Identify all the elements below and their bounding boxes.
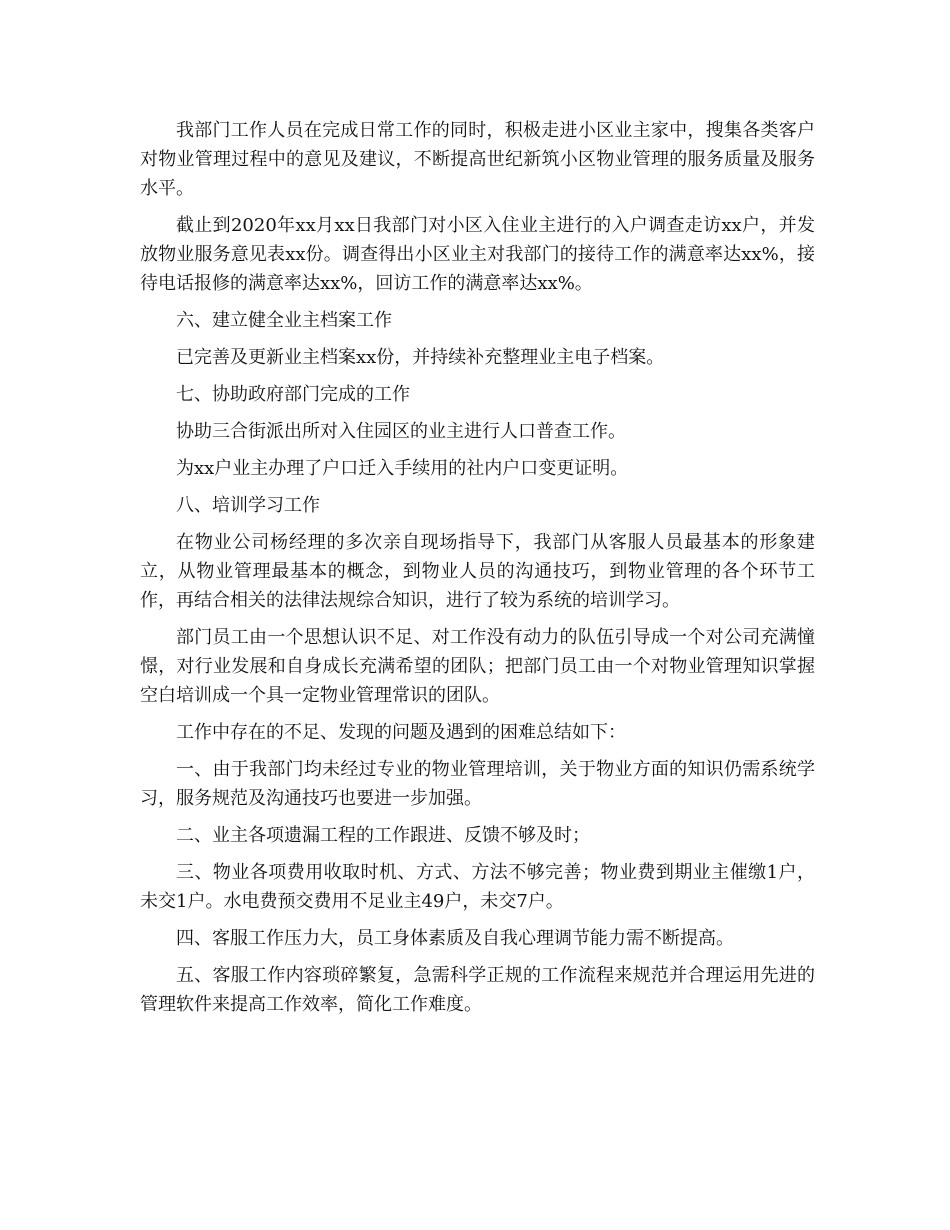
paragraph: 部门员工由一个思想认识不足、对工作没有动力的队伍引导成一个对公司充满憧憬，对行业发展和自身成长充满希望的团队；把部门员工由一个对物业管理知识掌握空白培训成一个具一定物业管理常识的团队。 [140,627,815,706]
paragraph: 协助三合街派出所对入住园区的业主进行人口普查工作。 [176,421,626,442]
list-item: 四、客服工作压力大，员工身体素质及自我心理调节能力需不断提高。 [176,928,734,949]
paragraph: 截止到2020年xx月xx日我部门对小区入住业主进行的入户调查走访xx户，并发放物业服务意见表xx份。调查得出小区业主对我部门的接待工作的满意率达xx%，接待电话报修的满意率达xx%，回访工作的满意率达xx%。 [140,215,815,294]
list-item: 二、业主各项遗漏工程的工作跟进、反馈不够及时； [176,825,590,846]
section-heading: 七、协助政府部门完成的工作 [176,384,410,405]
list-item: 一、由于我部门均未经过专业的物业管理培训，关于物业方面的知识仍需系统学习，服务规范及沟通技巧也要进一步加强。 [140,759,815,809]
list-item: 五、客服工作内容琐碎繁复，急需科学正规的工作流程来规范并合理运用先进的管理软件来提高工作效率，简化工作难度。 [140,965,815,1015]
section-heading: 六、建立健全业主档案工作 [176,310,392,331]
paragraph: 已完善及更新业主档案xx份，并持续补充整理业主电子档案。 [176,347,665,368]
section-heading: 八、培训学习工作 [176,495,320,516]
paragraph: 工作中存在的不足、发现的问题及遇到的困难总结如下： [176,722,626,743]
list-item: 三、物业各项费用收取时机、方式、方法不够完善；物业费到期业主催缴1户，未交1户。水电费预交费用不足业主49户，未交7户。 [140,862,815,912]
document-body [140,116,815,1027]
paragraph: 在物业公司杨经理的多次亲自现场指导下，我部门从客服人员最基本的形象建立，从物业管理最基本的概念，到物业人员的沟通技巧，到物业管理的各个环节工作，再结合相关的法律法规综合知识，进行了较为系统的培训学习。 [140,532,815,611]
paragraph: 我部门工作人员在完成日常工作的同时，积极走进小区业主家中，搜集各类客户对物业管理过程中的意见及建议，不断提高世纪新筑小区物业管理的服务质量及服务水平。 [140,120,815,199]
paragraph: 为xx户业主办理了户口迁入手续用的社内户口变更证明。 [176,458,629,479]
